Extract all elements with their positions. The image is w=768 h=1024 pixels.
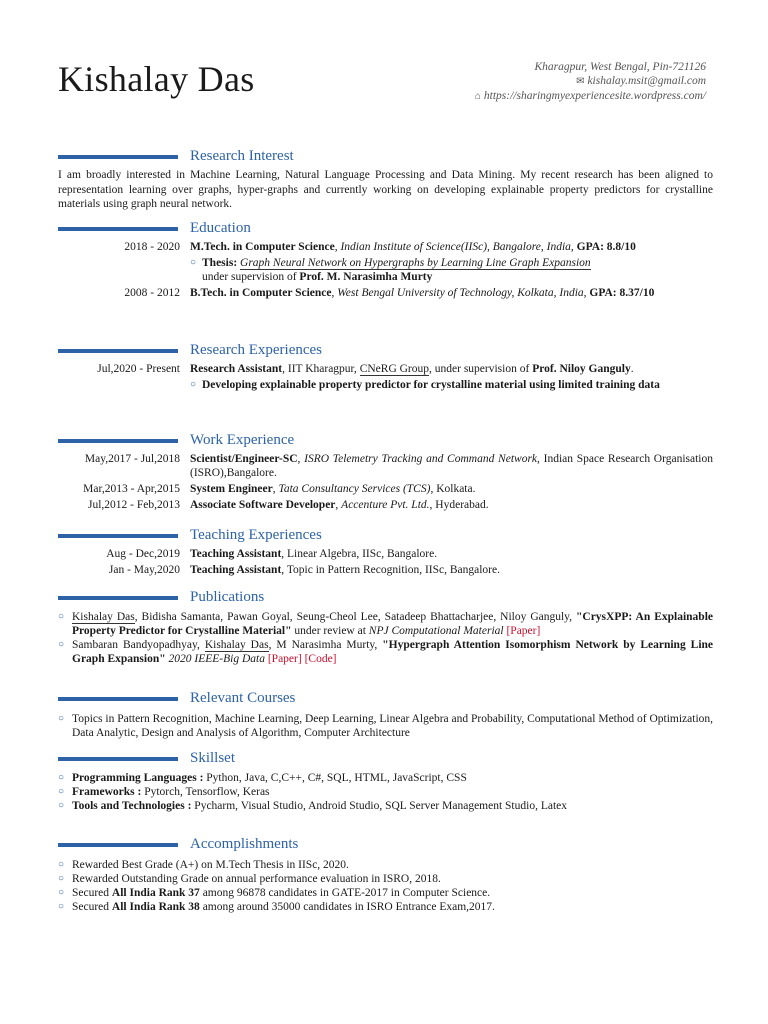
section-work-experience xyxy=(58,432,713,512)
envelope-icon: ✉ xyxy=(576,76,585,87)
teaching-entry: Jan - May,2020 Teaching Assistant, Topic in Pattern Recognition, IISc, Bangalore. xyxy=(58,563,713,577)
section-teaching xyxy=(58,527,713,577)
bullet-icon: ○ xyxy=(58,639,65,650)
website-link[interactable]: https://sharingmyexperiencesite.wordpress.com/ xyxy=(483,90,706,102)
section-title: Publications xyxy=(190,589,265,605)
section-title: Work Experience xyxy=(190,432,295,448)
bullet-icon: ○ xyxy=(58,786,65,797)
education-entry: 2008 - 2012 B.Tech. in Computer Science, West Bengal University of Technology, Kolkata, India, GPA: 8.37/10 xyxy=(58,286,713,300)
paper-link[interactable]: [Paper] xyxy=(267,653,302,665)
work-entry: May,2017 - Jul,2018 Scientist/Engineer-SC, ISRO Telemetry Tracking and Command Network, Indian Space Research Organisation (ISRO),Bangalore. xyxy=(58,452,713,480)
section-title: Relevant Courses xyxy=(190,690,296,706)
accomplishment-item: ○ Rewarded Best Grade (A+) on M.Tech Thesis in IISc, 2020. xyxy=(58,859,349,871)
cnerg-link[interactable]: CNeRG Group xyxy=(359,363,430,375)
thesis-item: ○ Thesis: Graph Neural Network on Hypergraphs by Learning Line Graph Expansion under supervision of Prof. M. Narasimha Murty xyxy=(190,257,591,283)
section-bar xyxy=(58,697,178,701)
research-entry: Jul,2020 - Present Research Assistant, IIT Kharagpur, CNeRG Group, under supervision of Prof. Niloy Ganguly. xyxy=(58,362,713,376)
contact-block xyxy=(475,60,706,104)
date: Jul,2020 - Present xyxy=(97,363,180,375)
project-item: ○ Developing explainable property predictor for crystalline material using limited training data xyxy=(190,379,660,391)
section-bar xyxy=(58,596,178,600)
email-link[interactable]: kishalay.msit@gmail.com xyxy=(587,75,706,87)
education-entry: 2018 - 2020 M.Tech. in Computer Science, Indian Institute of Science(IISc), Bangalore, India, GPA: 8.8/10 xyxy=(58,240,713,254)
bullet-icon: ○ xyxy=(58,873,65,884)
date: Aug - Dec,2019 xyxy=(106,548,180,560)
bullet-icon: ○ xyxy=(58,611,65,622)
section-bar xyxy=(58,843,178,847)
section-title: Research Experiences xyxy=(190,342,323,358)
section-bar xyxy=(58,534,178,538)
address: Kharagpur, West Bengal, Pin-721126 xyxy=(534,61,706,73)
section-title: Accomplishments xyxy=(190,836,299,852)
section-title: Teaching Experiences xyxy=(190,527,322,543)
bullet-icon: ○ xyxy=(58,713,65,724)
work-entry: Jul,2012 - Feb,2013 Associate Software Developer, Accenture Pvt. Ltd., Hyderabad. xyxy=(58,498,713,512)
section-education xyxy=(58,220,713,300)
section-bar xyxy=(58,227,178,231)
accomplishment-item: ○ Rewarded Outstanding Grade on annual performance evaluation in ISRO, 2018. xyxy=(58,873,441,885)
section-skillset xyxy=(58,750,713,813)
date: Jan - May,2020 xyxy=(108,564,180,576)
skill-item: ○ Programming Languages : Python, Java, C,C++, C#, SQL, HTML, JavaScript, CSS xyxy=(58,772,467,784)
accomplishment-item: ○ Secured All India Rank 37 among 96878 candidates in GATE-2017 in Computer Science. xyxy=(58,887,491,899)
publication-item: ○ Sambaran Bandyopadhyay, Kishalay Das, M Narasimha Murty, "Hypergraph Attention Isomorphism Network by Learning Line Graph Expansion" 2020 IEEE-Big Data [Paper] [Code] xyxy=(58,639,714,665)
section-bar xyxy=(58,439,178,443)
paper-link[interactable]: [Paper] xyxy=(506,625,541,637)
section-courses xyxy=(58,690,713,740)
research-interest-text: I am broadly interested in Machine Learning, Natural Language Processing and Data Mining. My recent research has been aligned to representation learning over graphs, hyper-graphs and currently working on developing explainable property predictors for crystalline materials using graph neural network. xyxy=(58,169,713,210)
section-title: Education xyxy=(190,220,251,236)
section-title: Research Interest xyxy=(190,148,294,164)
date: May,2017 - Jul,2018 xyxy=(84,453,180,465)
section-accomplishments xyxy=(58,836,713,914)
date: Jul,2012 - Feb,2013 xyxy=(88,499,180,511)
section-research-experiences xyxy=(58,342,713,392)
bullet-icon: ○ xyxy=(58,800,65,811)
resume-name: Kishalay Das xyxy=(58,59,255,99)
section-publications xyxy=(58,589,713,666)
bullet-icon: ○ xyxy=(190,379,197,390)
courses-item: ○ Topics in Pattern Recognition, Machine Learning, Deep Learning, Linear Algebra and Probability, Computational Method of Optimization, Data Analytic, Design and Analysis of Algorithm, Computer Architecture xyxy=(58,713,714,739)
code-link[interactable]: [Code] xyxy=(304,653,337,665)
date: 2018 - 2020 xyxy=(124,241,180,253)
section-bar xyxy=(58,349,178,353)
date: 2008 - 2012 xyxy=(124,287,180,299)
section-bar xyxy=(58,757,178,761)
date: Mar,2013 - Apr,2015 xyxy=(83,483,180,495)
accomplishment-item: ○ Secured All India Rank 38 among around 35000 candidates in ISRO Entrance Exam,2017. xyxy=(58,901,495,913)
teaching-entry: Aug - Dec,2019 Teaching Assistant, Linear Algebra, IISc, Bangalore. xyxy=(58,547,713,561)
bullet-icon: ○ xyxy=(58,901,65,912)
skill-item: ○ Frameworks : Pytorch, Tensorflow, Keras xyxy=(58,786,270,798)
section-research-interest xyxy=(58,148,713,212)
home-icon: ⌂ xyxy=(474,91,481,102)
section-bar xyxy=(58,155,178,159)
bullet-icon: ○ xyxy=(58,772,65,783)
skill-item: ○ Tools and Technologies : Pycharm, Visual Studio, Android Studio, SQL Server Management Studio, Latex xyxy=(58,800,568,812)
bullet-icon: ○ xyxy=(58,887,65,898)
work-entry: Mar,2013 - Apr,2015 System Engineer, Tata Consultancy Services (TCS), Kolkata. xyxy=(58,482,713,496)
section-title: Skillset xyxy=(190,750,236,766)
publication-item: ○ Kishalay Das, Bidisha Samanta, Pawan Goyal, Seung-Cheol Lee, Satadeep Bhattacharjee, Niloy Ganguly, "CrysXPP: An Explainable Property Predictor for Crystalline Material" under review at NPJ Computational Material [Paper] xyxy=(58,611,713,637)
bullet-icon: ○ xyxy=(58,859,65,870)
thesis-link[interactable]: Graph Neural Network on Hypergraphs by Learning Line Graph Expansion xyxy=(240,257,591,269)
bullet-icon: ○ xyxy=(190,257,197,268)
